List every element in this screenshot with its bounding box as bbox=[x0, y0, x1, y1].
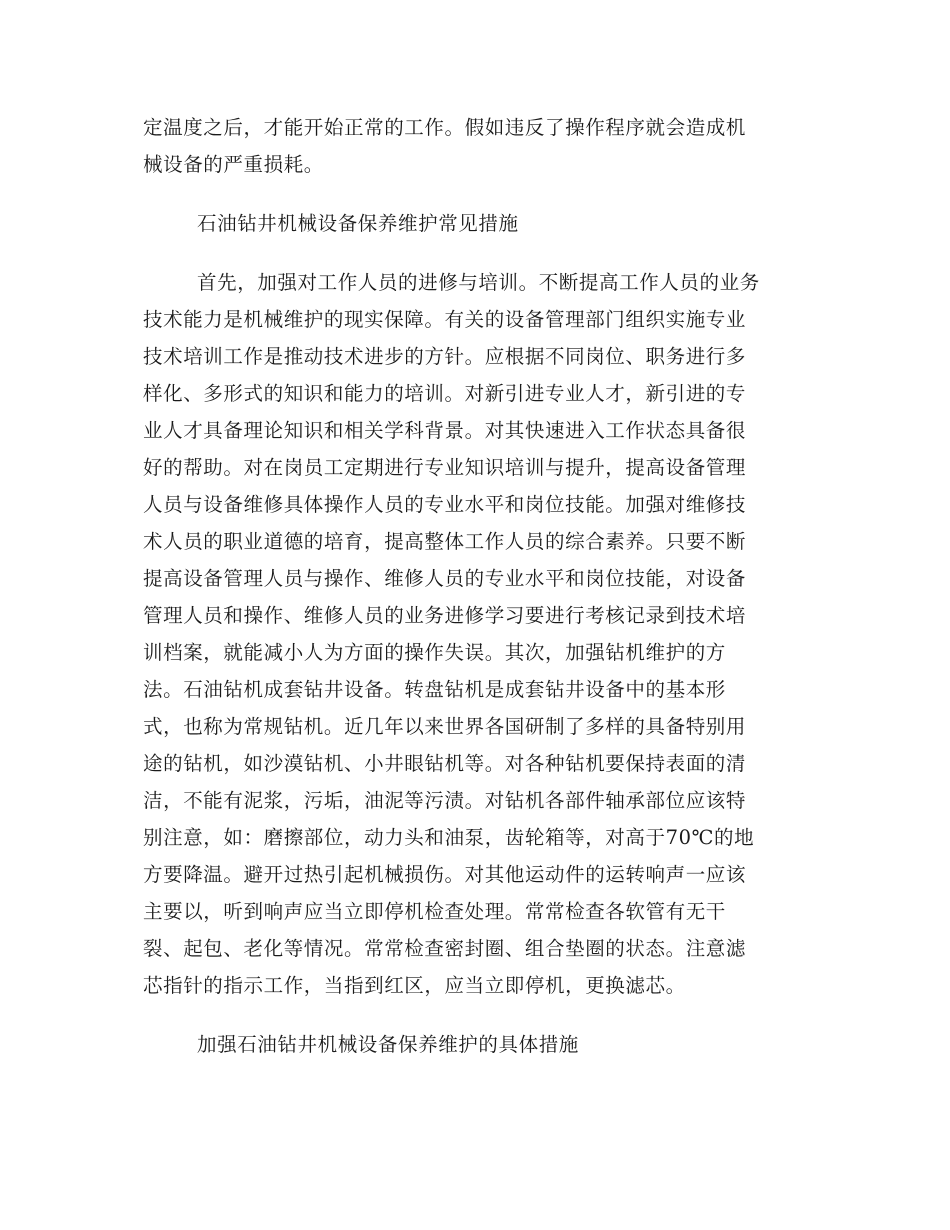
text-line: 途的钻机，如沙漠钻机、小井眼钻机等。对各种钻机要保持表面的清 bbox=[143, 752, 747, 775]
text-line: 业人才具备理论知识和相关学科背景。对其快速进入工作状态具备很 bbox=[143, 419, 747, 442]
text-line: 好的帮助。对在岗员工定期进行专业知识培训与提升，提高设备管理 bbox=[143, 456, 747, 479]
text-line: 样化、多形式的知识和能力的培训。对新引进专业人才，新引进的专 bbox=[143, 382, 747, 405]
text-line: 定温度之后，才能开始正常的工作。假如违反了操作程序就会造成机 bbox=[143, 116, 747, 139]
text-line: 洁，不能有泥浆，污垢，油泥等污渍。对钻机各部件轴承部位应该特 bbox=[143, 789, 747, 812]
text-line: 裂、起包、老化等情况。常常检查密封圈、组合垫圈的状态。注意滤 bbox=[143, 937, 747, 960]
text-line: 械设备的严重损耗。 bbox=[143, 153, 324, 176]
text-line: 技术培训工作是推动技术进步的方针。应根据不同岗位、职务进行多 bbox=[143, 345, 747, 368]
text-line: 法。石油钻机成套钻井设备。转盘钻机是成套钻井设备中的基本形 bbox=[143, 678, 726, 701]
text-line: 芯指针的指示工作，当指到红区，应当立即停机，更换滤芯。 bbox=[143, 974, 686, 997]
text-line: 首先，加强对工作人员的进修与培训。不断提高工作人员的业务 bbox=[197, 271, 760, 294]
document-page bbox=[143, 109, 803, 1063]
text-line: 术人员的职业道德的培育，提高整体工作人员的综合素养。只要不断 bbox=[143, 530, 747, 553]
text-line: 别注意，如：磨擦部位，动力头和油泵，齿轮箱等，对高于70℃的地 bbox=[143, 826, 755, 849]
text-line: 管理人员和操作、维修人员的业务进修学习要进行考核记录到技术培 bbox=[143, 604, 747, 627]
text-line: 提高设备管理人员与操作、维修人员的专业水平和岗位技能，对设备 bbox=[143, 567, 747, 590]
text-line: 人员与设备维修具体操作人员的专业水平和岗位技能。加强对维修技 bbox=[143, 493, 747, 516]
paragraph-continued bbox=[143, 109, 803, 183]
text-line: 式，也称为常规钻机。近几年以来世界各国研制了多样的具备特别用 bbox=[143, 715, 747, 738]
text-line: 主要以，听到响声应当立即停机检查处理。常常检查各软管有无干 bbox=[143, 900, 726, 923]
text-line: 训档案，就能减小人为方面的操作失误。其次，加强钻机维护的方 bbox=[143, 641, 726, 664]
text-line: 技术能力是机械维护的现实保障。有关的设备管理部门组织实施专业 bbox=[143, 308, 747, 331]
text-line: 方要降温。避开过热引起机械损伤。对其他运动件的运转响声一应该 bbox=[143, 863, 747, 886]
paragraph-body bbox=[143, 264, 803, 1004]
section-heading: 加强石油钻井机械设备保养维护的具体措施 bbox=[197, 1033, 579, 1056]
section-heading: 石油钻井机械设备保养维护常见措施 bbox=[197, 212, 519, 235]
